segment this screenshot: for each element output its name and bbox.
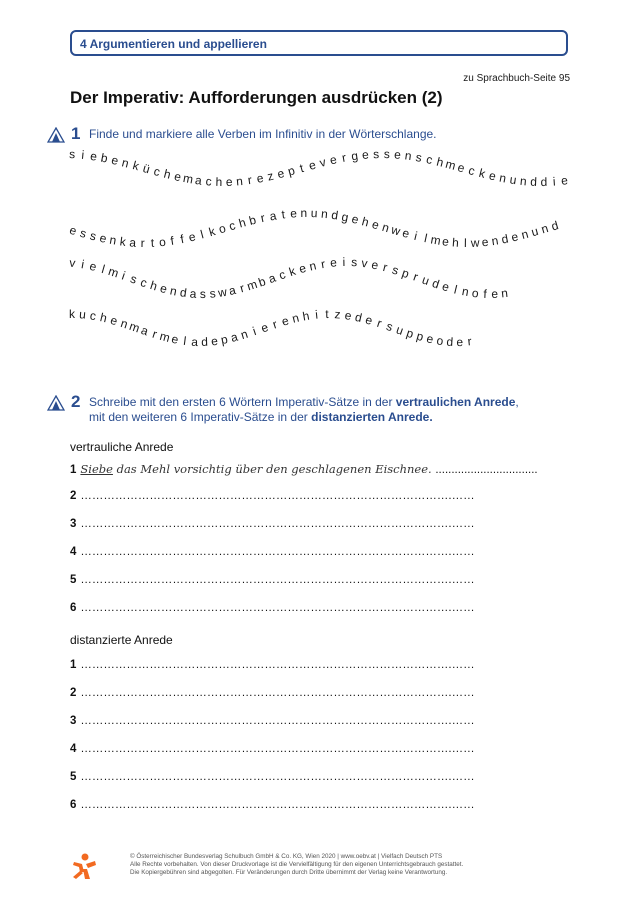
snake-letter: o bbox=[217, 221, 228, 237]
snake-letter: h bbox=[98, 310, 109, 326]
snake-letter: s bbox=[68, 147, 76, 162]
snake-letter: e bbox=[172, 169, 183, 185]
snake-letter: l bbox=[198, 227, 206, 242]
answer-line[interactable]: 3 …………………………………………………………………………………….…… bbox=[70, 518, 475, 530]
answer-line[interactable]: 1 …………………………………………………………………………………….…… bbox=[70, 659, 475, 671]
snake-letter: e bbox=[275, 166, 286, 182]
snake-letter: e bbox=[89, 148, 98, 164]
snake-letter: n bbox=[500, 285, 509, 301]
snake-letter: t bbox=[325, 306, 329, 322]
snake-letter: n bbox=[498, 170, 508, 186]
textbook-reference: zu Sprachbuch-Seite 95 bbox=[463, 73, 570, 84]
snake-letter: i bbox=[80, 257, 86, 272]
snake-letter: a bbox=[128, 235, 137, 250]
snake-letter: r bbox=[319, 256, 327, 272]
snake-letter: s bbox=[128, 271, 139, 287]
snake-letter: h bbox=[148, 278, 160, 294]
snake-letter: e bbox=[343, 308, 353, 323]
snake-letter: a bbox=[227, 282, 238, 299]
snake-letter: h bbox=[215, 174, 223, 190]
chapter-title: 4 Argumentieren und appellieren bbox=[80, 37, 267, 51]
snake-letter: p bbox=[400, 265, 411, 282]
snake-letter: m bbox=[158, 328, 172, 345]
snake-letter: w bbox=[389, 222, 402, 239]
snake-letter: p bbox=[414, 328, 426, 345]
snake-letter: k bbox=[119, 234, 127, 249]
snake-letter: l bbox=[422, 231, 429, 246]
snake-letter: f bbox=[483, 286, 488, 301]
snake-letter: e bbox=[509, 229, 520, 245]
snake-letter: z bbox=[334, 307, 342, 322]
snake-letter: e bbox=[329, 255, 338, 270]
snake-letter: r bbox=[411, 269, 420, 285]
snake-letter: r bbox=[381, 259, 389, 275]
snake-letter: b bbox=[247, 212, 258, 228]
snake-letter: n bbox=[120, 155, 131, 171]
snake-letter: e bbox=[456, 160, 467, 176]
snake-letter: u bbox=[310, 206, 318, 221]
snake-letter: e bbox=[297, 260, 308, 277]
snake-letter: p bbox=[219, 332, 229, 348]
task-instruction: Schreibe mit den ersten 6 Wörtern Imperativ-Sätze in der vertraulichen Anrede, mit den weiteren 6 Imperativ-Sätze in der distanzierten Anrede. bbox=[89, 395, 519, 424]
snake-letter: u bbox=[529, 224, 540, 240]
snake-letter: n bbox=[108, 232, 118, 248]
snake-letter: d bbox=[530, 174, 538, 189]
snake-letter: s bbox=[350, 255, 358, 270]
snake-letter: e bbox=[170, 331, 180, 347]
snake-letter: e bbox=[225, 174, 233, 190]
snake-letter: e bbox=[400, 225, 411, 241]
snake-letter: w bbox=[470, 235, 480, 250]
snake-line bbox=[69, 255, 509, 301]
snake-letter: i bbox=[412, 228, 419, 244]
snake-letter: e bbox=[480, 234, 490, 250]
snake-letter: k bbox=[131, 158, 141, 174]
snake-letter: o bbox=[158, 234, 167, 250]
snake-letter: n bbox=[290, 310, 301, 326]
snake-letter: s bbox=[384, 319, 395, 335]
snake-letter: z bbox=[265, 168, 275, 184]
snake-letter: c bbox=[205, 174, 213, 189]
section-label-vertraulich: vertrauliche Anrede bbox=[70, 440, 174, 454]
word-snake bbox=[0, 0, 640, 370]
task-instruction: Finde und markiere alle Verben im Infinitiv in der Wörterschlange. bbox=[89, 127, 437, 141]
snake-letter: d bbox=[540, 174, 548, 190]
snake-letter: h bbox=[237, 215, 248, 231]
snake-letter: o bbox=[471, 285, 480, 301]
answer-line[interactable]: 6 …………………………………………………………………………………….…… bbox=[70, 799, 475, 811]
snake-letter: e bbox=[370, 217, 381, 233]
snake-letter: n bbox=[403, 148, 413, 164]
snake-letter: r bbox=[270, 317, 279, 332]
snake-letter: h bbox=[162, 166, 173, 182]
snake-letter: e bbox=[259, 320, 271, 336]
snake-letter: h bbox=[301, 308, 311, 324]
snake-letter: h bbox=[435, 154, 446, 170]
snake-letter: c bbox=[425, 152, 434, 168]
snake-letter: e bbox=[393, 147, 402, 162]
snake-letter: k bbox=[207, 224, 217, 240]
answer-line[interactable]: 2 …………………………………………………………………………………….…… bbox=[70, 490, 475, 502]
snake-letter: t bbox=[280, 207, 286, 222]
snake-letter: e bbox=[255, 170, 265, 186]
snake-letter: s bbox=[414, 150, 424, 165]
snake-letter: n bbox=[320, 206, 329, 222]
snake-letter: n bbox=[118, 316, 130, 332]
snake-letter: a bbox=[266, 270, 278, 287]
snake-letter: h bbox=[360, 214, 371, 230]
example-verb: Siebe bbox=[80, 462, 113, 476]
answer-line[interactable]: 3 …………………………………………………………………………………….…… bbox=[70, 715, 475, 727]
snake-letter: u bbox=[394, 322, 406, 338]
snake-letter: m bbox=[181, 170, 195, 187]
snake-letter: u bbox=[78, 307, 87, 322]
snake-letter: e bbox=[187, 229, 197, 245]
snake-letter: f bbox=[179, 231, 186, 247]
snake-letter: s bbox=[383, 147, 390, 162]
snake-letter: k bbox=[477, 165, 487, 181]
snake-letter: s bbox=[390, 262, 401, 278]
snake-letter: p bbox=[286, 163, 297, 179]
answer-line[interactable]: 5 …………………………………………………………………………………….…… bbox=[70, 771, 475, 783]
snake-letter: v bbox=[68, 255, 77, 271]
task-number: 2 bbox=[71, 392, 81, 411]
snake-letter: i bbox=[120, 268, 128, 283]
answer-line-example: 1 Siebe das Mehl vorsichtig über den geschlagenen Eischnee. ................................ bbox=[70, 462, 538, 476]
snake-letter: b bbox=[256, 274, 268, 290]
snake-letter: e bbox=[441, 234, 450, 249]
snake-letter: t bbox=[150, 235, 155, 250]
snake-letter: e bbox=[98, 230, 108, 246]
snake-letter: m bbox=[429, 232, 442, 248]
snake-letter: c bbox=[466, 163, 477, 179]
snake-letter: n bbox=[460, 284, 470, 300]
snake-letter: c bbox=[227, 218, 238, 234]
snake-letter: d bbox=[353, 309, 364, 326]
snake-letter: e bbox=[363, 312, 375, 328]
snake-letter: v bbox=[318, 154, 328, 170]
snake-letter: d bbox=[200, 334, 209, 350]
snake-letter: e bbox=[279, 313, 291, 329]
snake-letter: n bbox=[519, 173, 528, 189]
snake-letter: g bbox=[350, 148, 359, 164]
difficulty-triangle-icon bbox=[47, 395, 65, 411]
snake-letter: r bbox=[340, 150, 348, 165]
snake-letter: i bbox=[250, 324, 258, 339]
snake-letter: e bbox=[361, 147, 370, 162]
task-number: 1 bbox=[71, 124, 81, 143]
snake-letter: a bbox=[194, 172, 203, 188]
snake-letter: s bbox=[78, 225, 88, 241]
snake-letter: ü bbox=[141, 161, 152, 177]
snake-letter: v bbox=[360, 255, 369, 271]
snake-letter: d bbox=[446, 334, 454, 350]
snake-letter: r bbox=[246, 172, 253, 188]
answer-line[interactable]: 5 …………………………………………………………………………………….…… bbox=[70, 574, 475, 586]
snake-letter: f bbox=[169, 233, 175, 249]
snake-letter: e bbox=[328, 152, 339, 168]
section-label-distanziert: distanzierte Anrede bbox=[70, 633, 173, 647]
snake-letter: e bbox=[67, 222, 79, 239]
answer-line[interactable]: 2 …………………………………………………………………………………….…… bbox=[70, 687, 475, 699]
snake-letter: o bbox=[435, 333, 445, 349]
snake-letter: l bbox=[463, 235, 467, 251]
snake-line bbox=[69, 147, 569, 189]
snake-letter: i bbox=[552, 174, 557, 189]
snake-letter: n bbox=[168, 283, 179, 299]
snake-letter: c bbox=[277, 267, 288, 283]
snake-letter: e bbox=[158, 281, 169, 297]
snake-letter: s bbox=[209, 286, 217, 301]
snake-letter: g bbox=[340, 209, 350, 225]
snake-line bbox=[68, 206, 560, 250]
snake-letter: d bbox=[179, 285, 188, 301]
snake-letter: e bbox=[370, 257, 380, 273]
answer-line[interactable]: 6 …………………………………………………………………………………….…… bbox=[70, 602, 475, 614]
snake-line bbox=[69, 307, 472, 349]
snake-letter: l bbox=[100, 262, 107, 277]
snake-letter: n bbox=[239, 326, 250, 343]
snake-letter: e bbox=[491, 286, 499, 302]
snake-letter: d bbox=[430, 276, 442, 292]
snake-letter: p bbox=[404, 325, 416, 342]
publisher-logo-icon bbox=[70, 852, 98, 880]
snake-letter: e bbox=[110, 152, 120, 168]
snake-letter: c bbox=[138, 275, 149, 291]
snake-letter: h bbox=[451, 235, 460, 250]
snake-letter: b bbox=[99, 150, 109, 166]
snake-letter: m bbox=[106, 264, 121, 281]
snake-letter: i bbox=[80, 147, 85, 163]
snake-letter: m bbox=[127, 318, 142, 336]
snake-letter: n bbox=[380, 219, 391, 236]
snake-letter: n bbox=[539, 221, 550, 237]
snake-letter: e bbox=[289, 206, 298, 221]
snake-letter: s bbox=[199, 286, 206, 302]
snake-letter: k bbox=[287, 264, 298, 280]
snake-letter: u bbox=[420, 272, 432, 289]
snake-letter: n bbox=[308, 258, 318, 274]
snake-letter: k bbox=[69, 307, 75, 321]
copyright-footer: © Österreichischer Bundesverlag Schulbuch GmbH & Co. KG, Wien 2020 | www.oebv.at | Vielfach Deutsch PTS Alle Rechte vorbehalten. Von dieser Druckvorlage ist die Vervielfältigung für den eigenen Unterrichtsgebrauch gestattet. Die Kopiergebühren sind abgegolten. Für Veränderungen durch Dritte übernimmt der Verlag keine Verantwortung. bbox=[130, 853, 464, 876]
snake-letter: e bbox=[425, 331, 435, 347]
snake-letter: t bbox=[298, 160, 306, 176]
snake-letter: r bbox=[466, 334, 473, 349]
snake-letter: e bbox=[440, 279, 451, 295]
snake-letter: i bbox=[342, 254, 346, 270]
snake-letter: a bbox=[268, 208, 278, 224]
snake-letter: r bbox=[238, 280, 246, 296]
snake-letter: n bbox=[519, 226, 530, 243]
snake-letter: d bbox=[549, 218, 561, 234]
page-title: Der Imperativ: Aufforderungen ausdrücken (2) bbox=[70, 88, 443, 107]
snake-letter: m bbox=[443, 156, 458, 173]
snake-letter: l bbox=[182, 333, 188, 349]
snake-letter: e bbox=[108, 312, 120, 329]
snake-letter: r bbox=[375, 315, 384, 331]
snake-letter: e bbox=[560, 173, 569, 188]
snake-letter: n bbox=[300, 205, 308, 221]
snake-letter: r bbox=[259, 210, 267, 226]
snake-letter: a bbox=[189, 286, 197, 301]
snake-letter: a bbox=[191, 334, 199, 350]
snake-letter: i bbox=[314, 307, 319, 322]
snake-letter: e bbox=[456, 334, 464, 350]
snake-letter: d bbox=[500, 231, 510, 247]
snake-letter: u bbox=[508, 172, 518, 188]
answer-line[interactable]: 4 …………………………………………………………………………………….…… bbox=[70, 743, 475, 755]
snake-letter: e bbox=[88, 258, 98, 274]
snake-letter: a bbox=[139, 323, 151, 339]
snake-letter: c bbox=[88, 308, 98, 324]
snake-letter: e bbox=[487, 168, 498, 184]
snake-letter: e bbox=[307, 157, 318, 173]
snake-letter: r bbox=[150, 326, 159, 342]
snake-letter: m bbox=[245, 277, 259, 294]
snake-letter: s bbox=[88, 228, 98, 244]
snake-letter: r bbox=[140, 235, 145, 251]
snake-letter: e bbox=[350, 211, 361, 227]
snake-letter: e bbox=[210, 333, 219, 349]
snake-letter: d bbox=[330, 207, 340, 223]
answer-line[interactable]: 4 …………………………………………………………………………………….…… bbox=[70, 546, 475, 558]
snake-letter: s bbox=[372, 147, 380, 162]
snake-letter: c bbox=[152, 163, 162, 180]
snake-letter: n bbox=[235, 173, 244, 189]
snake-letter: n bbox=[490, 233, 500, 249]
snake-letter: w bbox=[217, 284, 228, 300]
snake-letter: l bbox=[452, 282, 459, 297]
snake-letter: a bbox=[229, 329, 240, 345]
